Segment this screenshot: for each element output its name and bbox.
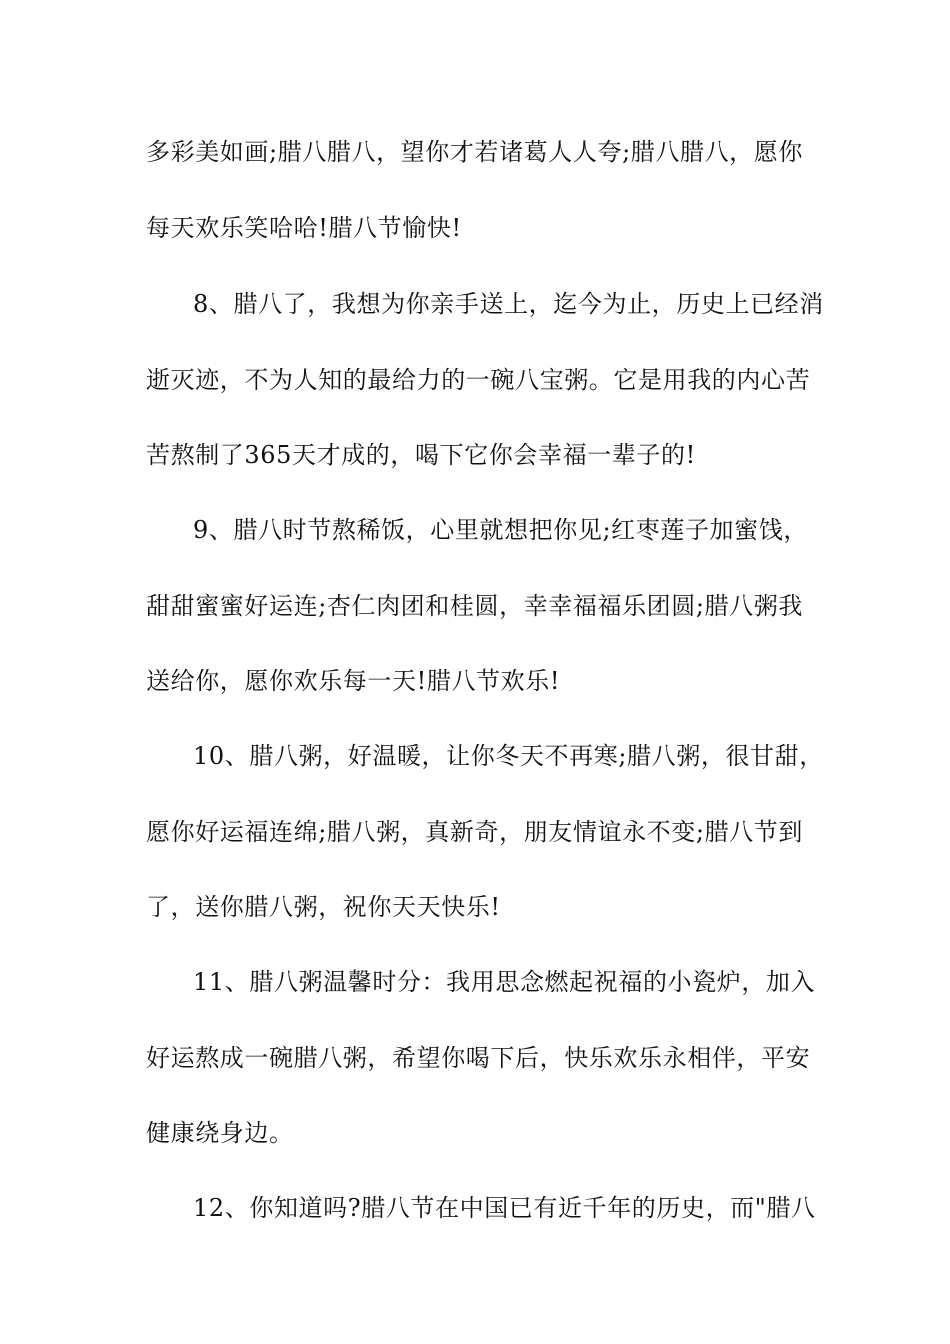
text-line: 愿你好运福连绵;腊八粥，真新奇，朋友情谊永不变;腊八节到: [146, 818, 803, 846]
text-line: 送给你，愿你欢乐每一天!腊八节欢乐!: [146, 667, 561, 695]
paragraph-8-start: 8、腊八了，我想为你亲手送上，迄今为止，历史上已经消: [193, 290, 824, 318]
text-line: 好运熬成一碗腊八粥，希望你喝下后，快乐欢乐永相伴，平安: [146, 1044, 811, 1072]
paragraph-11-start: 11、腊八粥温馨时分：我用思念燃起祝福的小瓷炉，加入: [193, 968, 816, 996]
paragraph-10-start: 10、腊八粥，好温暖，让你冬天不再寒;腊八粥，很甘甜，: [193, 742, 824, 770]
text-line: 逝灭迹，不为人知的最给力的一碗八宝粥。它是用我的内心苦: [146, 366, 811, 394]
paragraph-9-start: 9、腊八时节熬稀饭，心里就想把你见;红枣莲子加蜜饯，: [193, 516, 808, 544]
text-line: 甜甜蜜蜜好运连;杏仁肉团和桂圆，幸幸福福乐团圆;腊八粥我: [146, 592, 803, 620]
text-line: 多彩美如画;腊八腊八，望你才若诸葛人人夸;腊八腊八，愿你: [146, 138, 803, 166]
text-line: 健康绕身边。: [146, 1119, 294, 1147]
text-line: 苦熬制了365天才成的，喝下它你会幸福一辈子的!: [146, 441, 696, 469]
paragraph-12-start: 12、你知道吗?腊八节在中国已有近千年的历史，而"腊八: [193, 1194, 816, 1222]
text-line: 每天欢乐笑哈哈!腊八节愉快!: [146, 214, 462, 242]
text-line: 了，送你腊八粥，祝你天天快乐!: [146, 893, 501, 921]
